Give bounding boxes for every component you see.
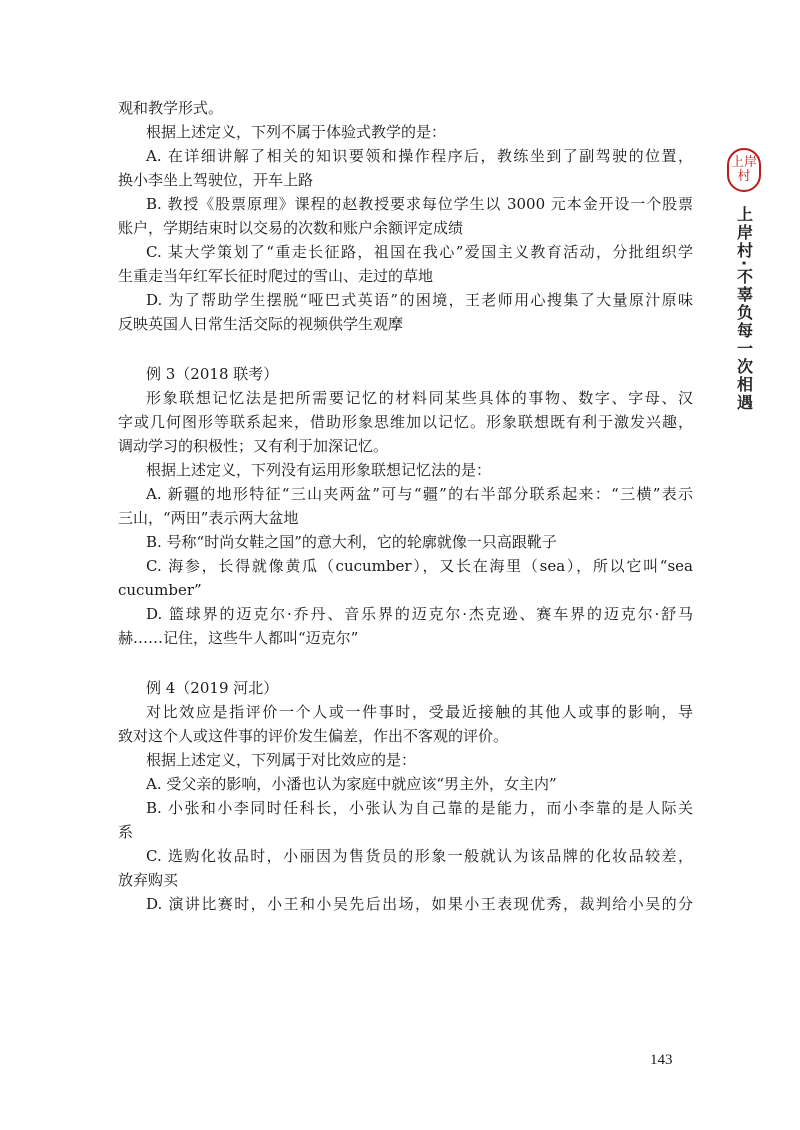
option-d: D. 演讲比赛时，小王和小吴先后出场，如果小王表现优秀，裁判给小吴的分 — [146, 895, 693, 913]
option-b: B. 小张和小李同时任科长，小张认为自己靠的是能力，而小李靠的是人际关 — [146, 799, 693, 817]
option-d-continued: 赫……记住，这些牛人都叫“迈克尔” — [118, 629, 359, 647]
definition-text: 对比效应是指评价一个人或一件事时，受最近接触的其他人或事的影响，导 — [146, 703, 693, 721]
option-b-continued: 系 — [118, 823, 134, 841]
option-c: C. 某大学策划了“重走长征路，祖国在我心”爱国主义教育活动，分批组织学 — [146, 243, 693, 261]
example-heading: 例 3（2018 联考） — [146, 365, 279, 383]
option-d: D. 篮球界的迈克尔·乔丹、音乐界的迈克尔·杰克逊、赛车界的迈克尔·舒马 — [146, 605, 693, 623]
option-c-continued: 生重走当年红军长征时爬过的雪山、走过的草地 — [118, 267, 434, 285]
option-a: A. 受父亲的影响，小潘也认为家庭中就应该“男主外，女主内” — [146, 775, 557, 793]
page-body — [118, 96, 693, 916]
option-a-continued: 三山，“两田”表示两大盆地 — [118, 509, 299, 527]
text-line: 观和教学形式。 — [118, 99, 224, 117]
option-c: C. 选购化妆品时，小丽因为售货员的形象一般就认为该品牌的化妆品较差， — [146, 847, 693, 865]
question-stem: 根据上述定义，下列没有运用形象联想记忆法的是： — [146, 461, 492, 479]
option-d-continued: 反映英国人日常生活交际的视频供学生观摩 — [118, 315, 404, 333]
definition-text: 形象联想记忆法是把所需要记忆的材料同某些具体的事物、数字、字母、汉 — [146, 389, 693, 407]
option-c-continued: cucumber” — [118, 581, 202, 599]
option-d: D. 为了帮助学生摆脱“哑巴式英语”的困境，王老师用心搜集了大量原汁原味 — [146, 291, 693, 309]
question-stem: 根据上述定义，下列不属于体验式教学的是： — [146, 123, 447, 141]
example-heading: 例 4（2019 河北） — [146, 679, 279, 697]
definition-text: 调动学习的积极性；又有利于加深记忆。 — [118, 437, 389, 455]
question-stem: 根据上述定义，下列属于对比效应的是： — [146, 751, 417, 769]
option-a: A. 在详细讲解了相关的知识要领和操作程序后，教练坐到了副驾驶的位置， — [146, 147, 693, 165]
option-c: C. 海参，长得就像黄瓜（cucumber），又长在海里（sea），所以它叫“sea — [146, 557, 693, 575]
brand-sidebar — [726, 148, 762, 412]
option-b: B. 教授《股票原理》课程的赵教授要求每位学生以 3000 元本金开设一个股票 — [146, 195, 693, 213]
brand-seal-logo: 上岸村 — [727, 148, 761, 192]
option-c-continued: 放弃购买 — [118, 871, 179, 889]
definition-text: 字或几何图形等联系起来，借助形象思维加以记忆。形象联想既有利于激发兴趣， — [118, 413, 693, 431]
definition-text: 致对这个人或这件事的评价发生偏差，作出不客观的评价。 — [118, 727, 509, 745]
brand-slogan: 上岸村·不辜负每一次相遇 — [734, 206, 754, 413]
option-a: A. 新疆的地形特征“三山夹两盆”可与“疆”的右半部分联系起来：“三横”表示 — [146, 485, 693, 503]
option-b-continued: 账户，学期结束时以交易的次数和账户余额评定成绩 — [118, 219, 464, 237]
option-b: B. 号称“时尚女鞋之国”的意大利，它的轮廓就像一只高跟靴子 — [146, 533, 557, 551]
option-a-continued: 换小李坐上驾驶位，开车上路 — [118, 171, 314, 189]
page-number: 143 — [650, 1052, 673, 1068]
